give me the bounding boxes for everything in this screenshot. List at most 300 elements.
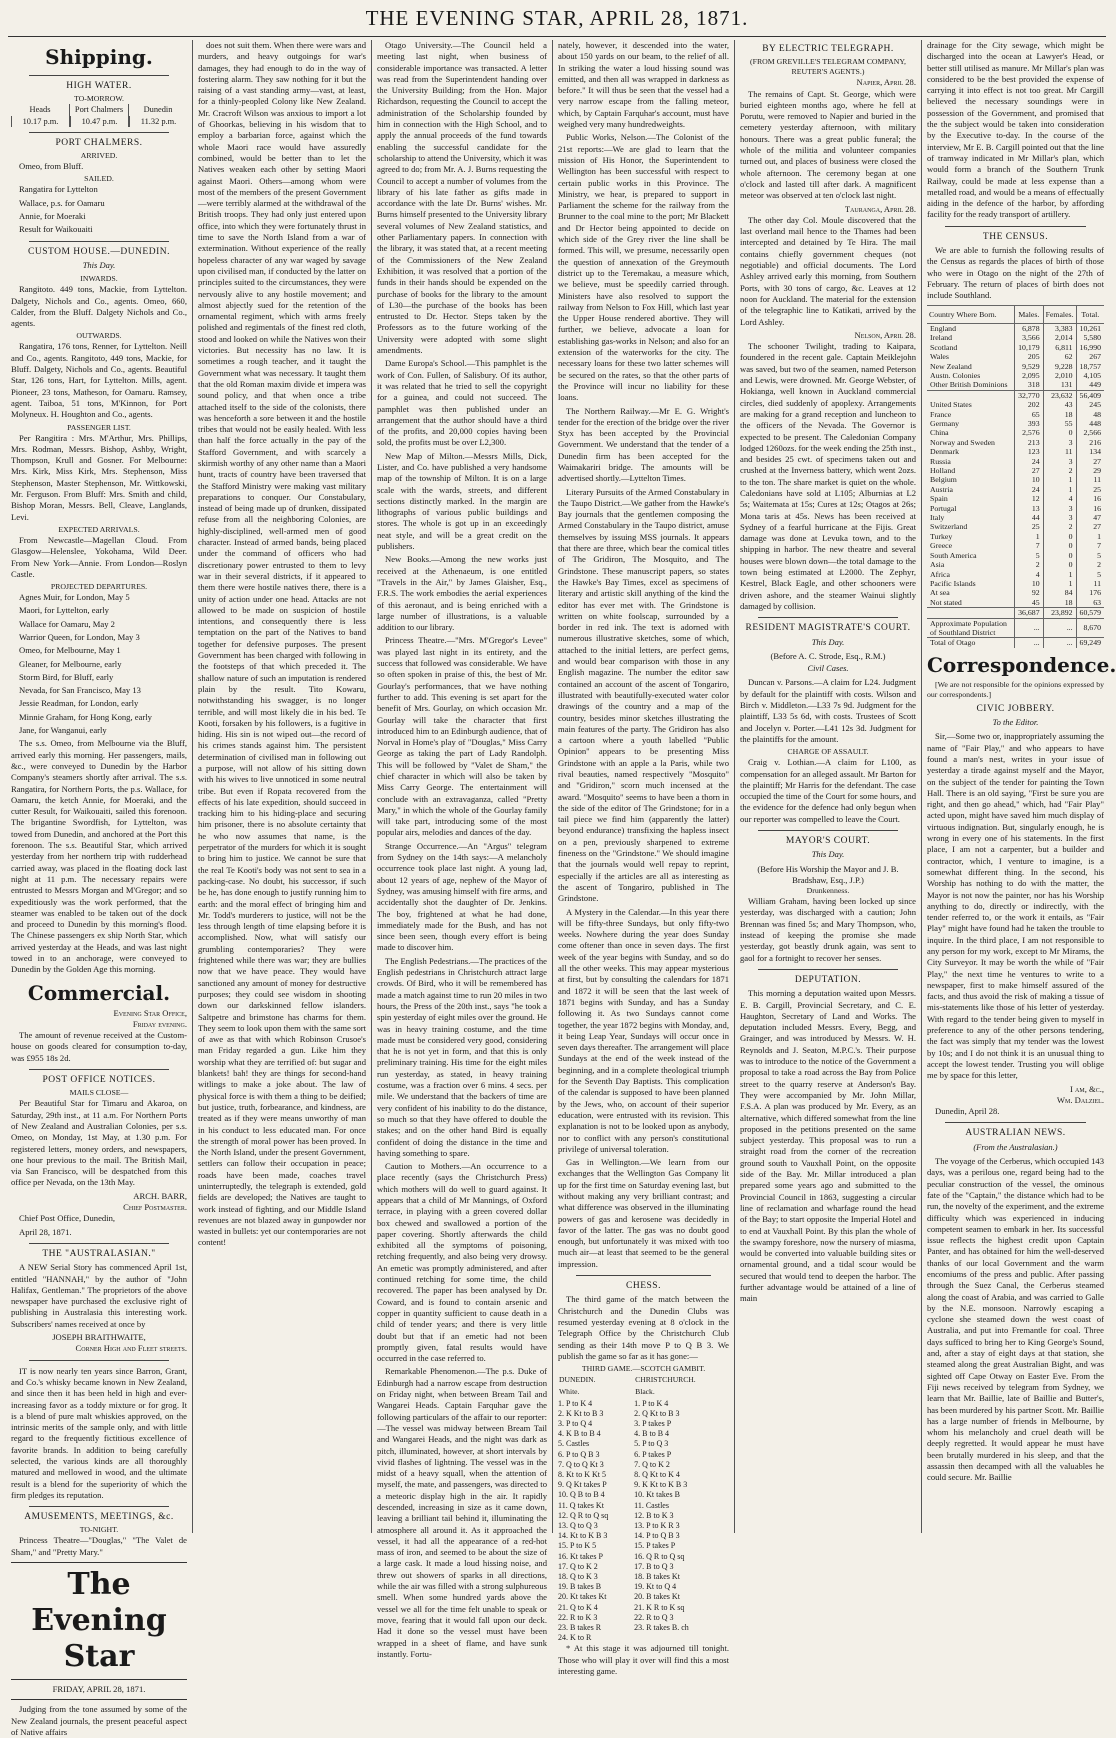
census-total: 16	[1076, 504, 1104, 513]
projected-line: Minnie Graham, for Hong Kong, early	[19, 711, 152, 722]
divider	[758, 969, 898, 970]
chess-black-move: 6. P takes P	[634, 1449, 672, 1459]
census-country: Turkey	[930, 531, 953, 541]
census-males: 24	[1015, 457, 1043, 466]
census-country: Germany	[930, 419, 960, 428]
chess-move-row	[558, 1552, 729, 1562]
census-males: 2,576	[1015, 428, 1043, 437]
census-country: Portugal	[930, 503, 957, 513]
divider	[29, 75, 169, 76]
chess-white-move: 2. K Kt to B 3	[558, 1408, 604, 1418]
civic-text: Sir,—Some two or, inappropriately assuming the name of "Fair Play," and who appears to have found a man's nest, writes in your issue of yesterday a tirade against myself and the Mayor, on the subject of the tender for painting the Town Hall. There is an old saying, "First be sure you are right, and then go ahead," which, had "Fair Play" acted upon, might have saved him much display of virtuous indignation. But, singularly enough, he is wrong in every one of his statements. In the first place, I am not a carpenter, but a builder and contractor, which, I venture to imagine, is a somewhat different thing. In the second, his Worship has nothing to do with the matter, the Mayor is not now the painter, nor has his Worship anything to do, directly or indirectly, with the tender referred to, or the work it entails, as "Fair Play" might have found had he taken the trouble to inquire. In the third place, I am not responsible to any person for my work, except to Mr Mirams, the City Surveyor. It may be worth the while of "Fair Play," the next time he ventures to write to a newspaper, first to make himself assured of the facts, and thus avoid the risk of making a tissue of mis-statements like those of his letter of yesterday. With regard to the tender being given to myself in preference to any of the other persons tendering, the fact was simply that my tender was the lowest by 10s; and I do not think it is an unusual thing to accept the lowest tender. Trusting you will oblige me by space for this letter,	[927, 731, 1104, 1081]
high-water-when: TO-MORROW.	[73, 94, 125, 104]
census-females: 18	[1043, 598, 1076, 608]
chess-move-row	[558, 1429, 729, 1439]
chess-white-club: DUNEDIN.	[559, 1375, 596, 1385]
census-total: 5,580	[1076, 333, 1104, 342]
telegraph-heading: BY ELECTRIC TELEGRAPH.	[762, 44, 894, 54]
column-6	[921, 40, 1116, 1533]
chess-black-move: 16. Q R to Q sq	[634, 1551, 685, 1561]
news-item-cont: nately, however, it descended into the water, about 150 yards on our beam, to the relief of all. In striking the water a loud hissing sound was emitted, and then all was wrapped in darkness as before." It will thus be seen that the vessel had a very narrow escape from the falling meteor, which, by Captain Farquhar's account, must have weighed very many hundredweights.	[558, 40, 729, 130]
chess-white-move: 16. Kt takes P	[558, 1551, 603, 1561]
census-total: 448	[1076, 419, 1104, 428]
census-row	[927, 362, 1104, 371]
census-females: 1	[1043, 570, 1076, 579]
census-total: 11	[1076, 579, 1104, 588]
census-total: 16	[1076, 494, 1104, 503]
census-males: 1	[1015, 532, 1043, 541]
chess-move-row	[558, 1572, 729, 1582]
mayor-before: (Before His Worship the Mayor and J. B. Bradshaw, Esq., J.P.)	[757, 863, 899, 885]
chess-black-move: 17. B to Q 3	[634, 1561, 674, 1571]
census-country: China	[930, 428, 949, 438]
chess-footnote: * At this stage it was adjourned till tonight. Those who will play it over will find this a most interesting game.	[558, 1643, 729, 1677]
census-total: 60,579	[1076, 608, 1104, 618]
census-row	[927, 608, 1104, 618]
census-total: 56,409	[1076, 390, 1104, 400]
chess-white-move: 11. Q takes Kt	[558, 1500, 604, 1510]
chess-move-row	[558, 1582, 729, 1592]
rm-court-heading: RESIDENT MAGISTRATE'S COURT.	[745, 623, 911, 634]
news-item: New Books.—Among the new works just received at the Athenaeum, is one entitled "Travels in the Air," by James Glaisher, Esq., F.R.S. The work embodies the aerial experiences of this aeronaut, and is being enriched with a large number of illustrations, is a valuable addition to our library.	[377, 554, 547, 633]
census-males: 27	[1015, 466, 1043, 475]
chess-black-move	[634, 1633, 729, 1643]
census-country: Austria	[930, 484, 953, 494]
projected-line: Warrior Queen, for London, May 3	[19, 631, 140, 642]
census-females: 3	[1043, 513, 1076, 522]
chess-white-move: 21. Q to K 4	[558, 1602, 598, 1612]
amusements-text: Princess Theatre—"Douglas," "The Valet de Sham," and "Pretty Mary."	[11, 1535, 187, 1557]
masthead: THE EVENING STAR, APRIL 28, 1871.	[365, 6, 749, 30]
deputation-text: This morning a deputation waited upon Messrs. E. B. Cargill, Provincial Secretary, and C. E. Haughton, Secretary of Land and Works. The deputation included Messrs. Every, Begg, and Grainger, and was introduced by Messrs. W. H. Reynolds and J. Seaton, M.P.C.'s. Their purpose was to introduce to the notice of the Government a proposal to take a road across the Bay from Police street to the quarry reserve at Anderson's Bay. They were accompanied by Mr. John Millar, F.S.A. A plan was produced by Mr. Every, as an alternative, which differed somewhat from the line proposed in the petitions presented on the same subject yesterday. This proposal was to run a straight road from the corner of the recreation ground south to Vauxhall Point, on the opposite side of the Bay. Mr. Millar introduced a plan prepared some years ago and submitted to the Provincial Council in 1863, suggesting a circular line of reclamation and wharfage round the head of the Bay; to start opposite the Imperial Hotel and to end at Vauxhall Point. By this plan the whole of the swampy foreshore, now the nursery of miasma, would be converted into valuable building sites or ornamental ground, and a tidal scour would be secured that would tend to deepen the harbor. The further advantage would be attained of a line of main	[740, 988, 916, 1304]
leader-text: does not suit them. When there were wars and murders, and heavy outgoings for war's damages, they had enough to do in the way of fostering alarm. They saw nothing for it but the raising of a vast standing army—vast, at least, for a thinly-peopled Colony like New Zealand. Mr. Cracroft Wilson was anxious to import a lot of Ghoorkas, believing in his wisdom that to employ a barbarian force, against which the whole Maori race would have assuredly combined, would be better than to let the Natives weaken each other by setting Maori against Maori. Others—among whom were most of the members of the present Government—were terribly alarmed at the withdrawal of the British troops. They had only just entered upon office, into which they were fortunately thrust in time to save the North Island from a war of extermination. Without experience of the really hopeless character of any war waged by savage upon civilised man, if conducted by the latter on principles suited to the circumstances, they were nervously alive to any hostile movement; and almost abjectly sued for the retention of the ornamental regiment, which with arms freely polished and regimentals of the finest red cloth, stood and looked on while the Natives won their victories. But necessity has no law. It is sometimes a rough teacher, and it taught the Government what was necessary. It taught them that the old Roman maxim divide et impera was sound policy, and that when once a tribe attached itself to the side of the colonists, there was henceforth a sore between it and the hostile tribes that would not be easily healed. With less than half the force actually in the pay of the Stafford Government, and with scarcely a skirmish worthy of any other name than a Maori hunt, tracts of country have been traversed that the Stafford Ministry were making vast military preparations to conquer. Our Constabulary, instead of being made up of drunken, dissipated refuse from all the neighboring Colonies, are highly-disciplined, well-armed men of good character. Instead of armed bands, being placed under the command of officers who had discretionary power entrusted to them to levy war in their several districts, if it appeared to them there were hostile natives there, there is a unity of action under one head. Attacks are not allowed to be made on suspicion of hostile intentions, and consequently there is less temptation on the part of the Natives to band together for defensive purposes. The present Government has been charged with following in the footsteps of that which preceded it. The shallow nature of such an imputation is rendered plain by the result. Tito Kowaru, notwithstanding his swagger, is no longer terrible, and will most likely die in his bed. Te Kooti, forsaken by his followers, is a fugitive in hiding. His sin is not wiped out—the record of his crimes stands against him. The persistent determination of civilised man in following out a purpose, will not allow of his sitting down with his wives to live unnoticed in some neutral tribe. But even if Ropata recovered from the effects of his late expedition, should succeed in tracking him to his hiding-place and securing him prisoner, there is no absolute certainty that he who now assumes that name, is the perpetrator of the murders for which it is sought to bring him to justice. We cannot be sure that the real Te Kooti's body was not sent to sea in a packing-case. No doubt, his successor, if such be he, has done enough to justify running him to earth: and the moral effect of bringing him and Mr. Todd's murderers to justice, will not be the less through length of time elapsing before it is accomplished. Now, what will satisfy our grumbling contemporaries? They were frightened while there was war; they are bullies now that we have peace. They would have sanctioned any amount of money for destructive purposes; they could see wisdom in shooting down our darkskinned fellow islanders. Saltpetre and brimstone has charms for them. They seem to look upon them with the same sort of awe as that with which Robinson Crusoe's man Friday regarded a gun. Like him they worship what they are terrified of: but sugar and blankets! bah! they are things for second-hand witlings to make a joke about. The law of physical force is with them a thing to be deified; but justice, truth, forbearance, and kindness, are treated as if they were means unworthy of man in his conduct to less educated man. For once the strength of moral power has been proved. In the North Island, under the present Government, settlers can follow their occupation in peace; roads have been made, coaches travel uninterruptedly, the telegraph is extended, gold fields are developed; the Natives are taught to work instead of fighting, and our Middle Island revenues are not blazed away in gunpowder nor wasted in bullets: yet our contemporaries are not content!	[198, 40, 366, 1248]
census-row	[927, 551, 1104, 560]
divider	[11, 1679, 187, 1680]
news-item: New Map of Milton.—Messrs Mills, Dick, Lister, and Co. have published a very handsome map of the township of Milton. It is on a large scale with the wards, streets, and different sections distinctly marked. In the margin are lithographs of various public buildings and stores. The whole is got up in an exceedingly neat style, and will be a great credit on the publishers.	[377, 450, 547, 552]
census-females: 1	[1043, 485, 1076, 494]
news-item: Public Works, Nelson.—The Colonist of the 21st reports:—We are glad to learn that the mission of His Honor, the Superintendent to Wellington has been successful with respect to certain public works in this Province. The Ministry, we hear, is prepared to support in Parliament the scheme for the railway from the Brunner to the coal mine to the port; Mr Blackett and Dr Hector being appointed to decide on which side of the Grey river the line shall be formed. This will, we presume, necessarily open the question of annexation of the Greymouth district up to the Teremakau, a measure which, we believe, must be speedily carried through. Ministers have also resolved to support the railway from Nelson to Fox Hill, which last year the Upper House rendered abortive. They will further, we believe, advocate a loan for establishing gas-works in Nelson; and also for an extension of the waterworks for the city. The necessary loans for these two latter schemes will be secured on the rates, so that the other parts of the Province will incur no liability for these loans.	[558, 132, 729, 403]
chess-black-move: 13. P to K R 3	[634, 1520, 680, 1530]
census-country: United States	[930, 400, 972, 410]
census-total: 2	[1076, 560, 1104, 569]
australasian-sign: JOSEPH BRAITHWAITE,	[52, 1332, 146, 1343]
australian-news-heading: AUSTRALIAN NEWS.	[965, 1128, 1066, 1139]
chess-black-move: 10. Kt takes B	[634, 1490, 680, 1500]
projected-line: Storm Bird, for Bluff, early	[19, 671, 114, 682]
outwards-label: OUTWARDS.	[76, 331, 122, 341]
census-males: ...	[1015, 618, 1043, 638]
divider	[945, 226, 1086, 227]
shipping-heading: Shipping.	[45, 45, 153, 69]
civic-to: To the Editor.	[992, 717, 1039, 728]
napier-text: The remains of Capt. St. George, which were buried eighteen months ago, where he fell at Porutu, were removed to Napier and buried in the cemetery yesterday afternoon, with military honours. There was a great public funeral; the whole of the militia and volunteer companies turned out, and places of business were closed the whole afternoon. The ceremony began at one o'clock and lasted till after dark. A magnificent meteor was observed at ten o'clock last night.	[740, 88, 916, 201]
census-males: 24	[1015, 485, 1043, 494]
census-females: 0	[1043, 532, 1076, 541]
census-country: At sea	[930, 588, 950, 598]
census-total: 1	[1076, 532, 1104, 541]
assault-text: Craig v. Lothian.—A claim for L100, as compensation for an alleged assault. Mr Barton for the plaintiff; Mr Harris for the defendant. The case occupied the time of the Court for some hours, and the evidence for the defence had only begun when our reporter was compelled to leave the Court.	[740, 757, 916, 824]
census-heading: THE CENSUS.	[982, 231, 1049, 242]
projected-line: Maori, for Lyttelton, early	[19, 605, 109, 616]
chess-white-move: 8. Kt to K Kt 5	[558, 1469, 606, 1479]
chess-heading: CHESS.	[626, 1281, 661, 1292]
chess-move-row	[558, 1531, 729, 1541]
po-place: Chief Post Office, Dunedin,	[19, 1213, 116, 1224]
news-item: Otago University.—The Council held a meeting last night, when business of considerable importance was transacted. A letter was read from the Superintendent handing over the University Building; from the Hon. Major Richardson, requesting the Council to accept the administration of the Scholarship founded by him in connection with the High School, and to apply the annual proceeds of the fund towards enabling the successful candidate for the scholarship to attend the University, which it was agreed to do; from Mr. A. J. Burns requesting the Council to accept a number of volumes from the library of his late father as gifts made in accordance with the late Dr. Burns' wishes. Mr. Burns himself presented to the University library several volumes of New Zealand statistics, and other Parliamentary papers. In connection with the library, it was stated that, at a recent meeting of the Commissioners of the New Zealand Exhibition, it was resolved that a portion of the funds in their hands should be expended on the purchase of books for the library to the amount of L30—the purchase of the books has been entrusted to Dr. Hector. Steps taken by the Professors as to the future working of the University were adopted with some slight amendments.	[377, 40, 547, 356]
commercial-text: The amount of revenue received at the Custom-house on goods cleared for consumption to-day, was £955 18s 2d.	[11, 1030, 187, 1063]
census-country: Asia	[930, 560, 945, 570]
divider	[576, 1275, 711, 1276]
news-item: The Northern Railway.—Mr E. G. Wright's tender for the erection of the bridge over the river Styx has been accepted by the Provincial Government. We understand that the tender of a Dunedin firm has been accepted for the Waimakariri bridge. The amounts will be advertised shortly.—Lyttelton Times.	[558, 405, 729, 484]
news-item: Gas in Wellington.—We learn from our exchanges that the Wellington Gas Company lit up for the first time on Saturday evening last, but without making any very brilliant contrast; and what difference was observed in the illuminating powers of gas and kerosene was decidedly in favor of the latter. The gas was no doubt good enough, but unfortunately it was mixed with too much air—at least that seemed to be the general impression.	[558, 1157, 729, 1269]
census-col-total: Total.	[1076, 305, 1104, 323]
census-females: 4	[1043, 494, 1076, 503]
census-total: 16,990	[1076, 343, 1104, 352]
leader-start: Judging from the tone assumed by some of the New Zealand journals, the present peaceful aspect of Native affairs	[11, 1704, 187, 1737]
census-total: 245	[1076, 400, 1104, 409]
census-females: 2,010	[1043, 371, 1076, 380]
census-males: 36,687	[1015, 608, 1043, 618]
census-females: 6,811	[1043, 343, 1076, 352]
census-total: 27	[1076, 457, 1104, 466]
census-row	[927, 457, 1104, 466]
correspondence-heading: Correspondence.	[927, 652, 1116, 677]
census-females: 1	[1043, 475, 1076, 484]
census-total: 267	[1076, 352, 1104, 361]
chess-game-title: THIRD GAME.—SCOTCH GAMBIT.	[581, 1364, 706, 1374]
census-country: Italy	[930, 513, 945, 523]
census-males: 2,095	[1015, 371, 1043, 380]
census-males: 4	[1015, 570, 1043, 579]
projected-line: Gleaner, for Melbourne, early	[19, 658, 122, 669]
census-row	[927, 494, 1104, 503]
chess-black-label: Black.	[635, 1387, 655, 1397]
australasian-heading: THE "AUSTRALASIAN."	[42, 1248, 156, 1259]
census-row	[927, 390, 1104, 400]
column-5	[734, 40, 921, 1533]
census-females: 1	[1043, 579, 1076, 588]
census-row	[927, 532, 1104, 541]
census-males: 123	[1015, 447, 1043, 456]
census-country: Wales	[930, 352, 949, 362]
census-country: Denmark	[930, 447, 960, 457]
po-date: April 28, 1871.	[19, 1226, 72, 1237]
census-females: 43	[1043, 400, 1076, 409]
rm-before: (Before A. C. Strode, Esq., R.M.)	[770, 650, 886, 661]
census-total: 5	[1076, 551, 1104, 560]
napier-dateline: Napier, April 28.	[856, 77, 916, 88]
census-males: 12	[1015, 494, 1043, 503]
post-text: Per Beautiful Star for Timaru and Akaroa, on Saturday, 29th inst., at 11 a.m. For Northern Ports of New Zealand and Australian Colonies, per s.s. Omeo, on Monday, 1st May, at 1.30 p.m. For registered letters, money orders, and newspapers, one hour previous to the mail. The British Mail, via San Francisco, will be despatched from this office per Nevada, on the 13th May.	[11, 1098, 187, 1188]
australasian-text: A NEW Serial Story has commenced April 1st, entitled "HANNAH," by the author of "John Halifax, Gentleman." The proprietors of the above newspaper have purchased the exclusive right of publishing in Australasia this interesting work. Subscribers' names received at once by	[11, 1262, 187, 1329]
census-females: 2	[1043, 466, 1076, 475]
chess-black-move: 14. P to Q B 3	[634, 1531, 680, 1541]
chess-move-row	[558, 1460, 729, 1470]
census-females: ...	[1043, 618, 1076, 638]
mayor-court-heading: MAYOR'S COURT.	[785, 836, 871, 846]
commercial-date: Friday evening.	[132, 1018, 187, 1029]
arrived-label: ARRIVED.	[80, 151, 118, 161]
chess-move-row	[558, 1613, 729, 1623]
divider	[29, 1069, 169, 1070]
census-males: 45	[1015, 598, 1043, 608]
census-row	[927, 579, 1104, 588]
column-1	[6, 40, 192, 1737]
chess-move-row	[558, 1470, 729, 1480]
census-total: 10,261	[1076, 323, 1104, 333]
census-country: England	[930, 323, 956, 333]
census-row	[927, 323, 1104, 333]
census-row	[927, 380, 1104, 390]
census-males: 92	[1015, 588, 1043, 597]
census-row	[927, 343, 1104, 352]
census-males: 9,529	[1015, 362, 1043, 371]
paper-title: The Evening Star	[31, 1567, 167, 1675]
census-country	[927, 390, 1015, 400]
census-total: 47	[1076, 513, 1104, 522]
census-row	[927, 541, 1104, 550]
column-3	[371, 40, 552, 1659]
post-office-heading: POST OFFICE NOTICES.	[42, 1075, 156, 1086]
chess-move-row	[558, 1603, 729, 1613]
census-row	[927, 428, 1104, 437]
census-country: Total of Otago	[927, 638, 1015, 648]
census-females: 11	[1043, 447, 1076, 456]
chess-move-row	[558, 1480, 729, 1490]
passenger-list-label: PASSENGER LIST.	[67, 422, 131, 432]
projected-line: Nevada, for San Francisco, May 13	[19, 685, 141, 696]
census-females: 3	[1043, 457, 1076, 466]
census-males: 25	[1015, 522, 1043, 531]
census-males: 10,179	[1015, 343, 1043, 352]
census-col-males: Males.	[1015, 305, 1043, 323]
census-total: 176	[1076, 588, 1104, 597]
telegraph-source: (FROM GREVILLE'S TELEGRAM COMPANY, REUTER'S AGENTS.)	[750, 57, 906, 77]
census-country: Norway and Sweden	[930, 437, 995, 447]
chess-white-move: 23. B takes R	[558, 1623, 602, 1633]
census-females: 3,383	[1043, 323, 1076, 333]
census-females: 18	[1043, 410, 1076, 419]
tonight-label: TO-NIGHT.	[79, 1525, 119, 1535]
census-total: 25	[1076, 485, 1104, 494]
expected-label: EXPECTED ARRIVALS.	[58, 524, 140, 534]
chess-black-move: 15. P takes P	[634, 1541, 676, 1551]
custom-house-heading: CUSTOM HOUSE.—DUNEDIN.	[28, 246, 170, 257]
whisky-ad: IT is now nearly ten years since Barron, Grant, and Co.'s whisky became known in New Zealand, and since then it has been held in high and ever-increasing favor as a toddy mixture or for grog. It is a blend of pure malt whiskies approved, on the intrinsic merits of the sample only, and with little regard to the frequently fictitious excellence of favorite brands. In addition to being carefully selected, the various kinds are all thoroughly matured and mellowed in wood, and the ultimate result is a blend for the superiority of which the firm pledges its reputation.	[11, 1365, 187, 1500]
news-item: Caution to Mothers.—An occurrence to a place recently (says the Christchurch Press) which mothers will do well to guard against. It appears that a child of Mr Mannings, of Oxford terrace, in playing with a green covered dollar box chewed and swallowed a portion of the paper covering. Shortly afterwards the child exhibited all the symptoms of poisoning, retching frequently, and also being very drowsy. An emetic was promptly administered, and after continued retching for some time, the child recovered. The paper has been analysed by Dr. Coward, and is found to contain arsenic and copper in quantity sufficient to cause death in a child of tender years; and there is very little doubt but that if an emetic had not been promptly given, fatal results would have occurred in the case referred to.	[377, 1161, 547, 1364]
census-females: 2	[1043, 522, 1076, 531]
census-females: 0	[1043, 428, 1076, 437]
census-country: Pacific Islands	[930, 578, 976, 588]
civil-cases-label: Civil Cases.	[807, 663, 849, 674]
census-country: Not stated	[930, 597, 962, 607]
census-total: 11	[1076, 475, 1104, 484]
census-row	[927, 419, 1104, 428]
chess-black-move: 12. B to K 3	[634, 1510, 674, 1520]
chess-move-row	[558, 1490, 729, 1500]
census-country: Scotland	[930, 342, 958, 352]
news-item: Remarkable Phenomenon.—The p.s. Duke of Edinburgh had a narrow escape from destruction on Friday night, when between Bream Tail and Wangarei Heads. Captain Farquhar gave the following particulars of the affair to our reporter:—The vessel was midway between Bream Tail and Wangarei Heads, and the night was dark as pitch, illuminated, however, at short intervals by vivid flashes of lightning. The vessel was in the midst of a heavy squall, when the attention of myself, the mate, and passengers, was directed to a meteoric display high in the air. It rapidly descended, increasing in size as it came down, leaving a brilliant tail behind it, illuminating the atmosphere all around it. As it approached the vessel, it had all the appearance of a red-hot mass of iron, and seemed to be about the size of a large cask. It made a loud hissing noise, and threw out showers of sparks in all directions, while the air was filled with a strong sulphureous smell. When some hundred yards above the vessel we all for the time felt unable to speak or move, fearing that it would fall upon our deck. Had it done so the vessel must have been wrapped in a sheet of flame, and have sunk instantly. Fortu-	[377, 1366, 547, 1659]
inwards-text: Rangitoto. 449 tons, Mackie, from Lyttelton. Dalgety, Nichols and Co., agents. Omeo, 660, Calder, from the Bluff. Dalgety Nichols and Co., agents.	[11, 284, 187, 329]
sailed-line: Result for Waikouaiti	[19, 224, 93, 235]
amusements-heading: AMUSEMENTS, MEETINGS, &c.	[24, 1512, 174, 1523]
census-males: 3,566	[1015, 333, 1043, 342]
chess-white-move: 22. R to K 3	[558, 1612, 598, 1622]
census-country: Russia	[930, 456, 951, 466]
chess-white-move: 7. Q to Q Kt 3	[558, 1459, 604, 1469]
census-males: 10	[1015, 475, 1043, 484]
nelson-dateline: Nelson, April 28.	[854, 329, 916, 340]
projected-line: Omeo, for Melbourne, May 1	[19, 645, 121, 656]
sailed-line: Rangatira for Lyttelton	[19, 184, 98, 195]
news-item: Princess Theatre.—"Mrs. M'Gregor's Levee" was played last night in its entirety, and the success that followed was considerable. We have so often spoken in praise of this, the best of Mr. Gourlay's performances, that we have nothing further to add. This evening is set apart for the benefit of Mrs. Gourlay, on which occasion Mr. Gourlay will take the character that first introduced him to an Edinburgh audience, that of Norval in Home's play of "Douglas," Miss Carry George as taking the part of Lady Randolph. This will be followed by "Valet de Sham," the chief character in which will also be taken by Miss Carry George. The entertainment will conclude with an extravaganza, called "Pretty Mary," in which the whole of the Gourlay family will take part, introducing some of the most popular airs, melodies and dances of the day.	[377, 635, 547, 838]
census-country: Spain	[930, 494, 948, 504]
census-total: 18,757	[1076, 362, 1104, 371]
census-total: 216	[1076, 438, 1104, 447]
news-item: Strange Occurrence.—An "Argus" telegram from Sydney on the 14th says:—A melancholy occurrence took place last night. A young lad, about 12 years of age, nephew of the Mayor of Sydney, was amusing himself with fire arms, and accidentally shot the daughter of Dr. Jenkins. The boy, frightened at what he had done, immediately made for the Bush, and has not since been seen, though every effort is being made to discover him.	[377, 840, 547, 953]
chess-black-move: 1. P to K 4	[634, 1398, 669, 1408]
chess-move-row	[558, 1541, 729, 1551]
paper-date: FRIDAY, APRIL 28, 1871.	[52, 1684, 146, 1695]
chess-black-move: 8. Q Kt to K 4	[634, 1469, 680, 1479]
sailed-label: SAILED.	[84, 174, 114, 184]
australian-news-text: The voyage of the Cerberus, which occupied 143 days, was a perilous one, regard being had to the peculiar construction of the vessel, the ominous fate of the "Captain," the distance which had to be run, the novelty of the experiment, and the extreme difficulty which was experienced in inducing competent seamen to embark in her. Its successful issue reflects the highest credit upon Captain Panter, and has obtained for him the well-deserved thanks of our local Government and the warm encomiums of the press and public. After passing through the Suez Canal, the Cerberus steamed along the coast of Arabia, and was carried to Galle by the N.E. monsoon. Narrowly escaping a cyclone she steamed down the west coast of Australia, and put into Fremantle for coal. Three days sufficed to bring her to King George's Sound, and, after a stay of eight days at that station, she steamed along the great Australian Bight, and was sighted off Cape Otway on Easter Eve. From the Fiji news received by telegram from Sydney, we learn that Mr. Baillie, late of Baillie and Butter's, has been murdered by his partner Scott. Mr. Baillie has a large number of friends in Melbourne, by whom his melancholy and cruel death will be deeply regretted. It would appear he must have been brutally murdered in his sleep, and that the assassin then decamped with all the valuables he could secure. Mr. Baillie	[927, 1156, 1104, 1483]
column-2	[192, 40, 371, 1533]
news-item: The English Pedestrians.—The practices of the English pedestrians in Christchurch attract large crowds. Of Bird, who it will be remembered has made a match against time to run 20 miles in two hours, the Press of the 20th inst., says "he took a spin yesterday of eight miles over the ground. He was in heavy training costume, and the time made must be considered very good, considering that he is not yet in form, and that this is only preliminary training. His time for the eight miles run yesterday, as stated, in heavy training costume, was a fraction over 6 mins. 4 secs. per mile. We understand that the backers of time are very confident of his inability to do the distance, so much so that they have offered to double the stakes; and on the other hand Bird is equally confident of doing the distance in the time and having something to spare.	[377, 955, 547, 1158]
census-country: Austn. Colonies	[930, 370, 981, 380]
projected-line: Wallace for Oamaru, May 2	[19, 618, 115, 629]
census-total: 48	[1076, 410, 1104, 419]
chess-move-row	[558, 1592, 729, 1602]
census-row	[927, 475, 1104, 484]
census-row	[927, 522, 1104, 531]
census-females: 131	[1043, 380, 1076, 390]
census-row	[927, 513, 1104, 522]
civic-sign2: Wm. Dalziel.	[1056, 1094, 1104, 1105]
chess-white-move: 10. Q B to B 4	[558, 1490, 605, 1500]
census-country	[927, 608, 1015, 618]
divider	[945, 1122, 1086, 1123]
chess-white-label: White.	[559, 1387, 580, 1397]
shipping-news: The s.s. Omeo, from Melbourne via the Bluff, arrived early this morning. Her passengers, mails, &c., were conveyed to Dunedin by the Harbor Company's steamers shortly after arrival. The s.s. Rangatira, for Northern Ports, the p.s. Wallace, for Oamaru, the ketch Annie, for Moeraki, and the cutter Result, for Waikouaiti, sailed this forenoon. The brigantine Swordfish, for Lyttelton, was towed from Dunedin, and anchored at the Port this forenoon. The s.s. Beautiful Star, which arrived yesterday from her northern trip with rudderhead carried away, was placed in the floating dock last night at 11 p.m. The necessary repairs were entrusted to Messrs Morgan and M'Gregor; and so expeditiously was the work performed, that the steamer was enabled to be taken out of the dock and proceed to Dunedin by this morning's flood. The Chinese passengers ex ship North Star, which arrived yesterday at the Heads, and was last night towed in to an anchorage, were conveyed to Dunedin by the Golden Age this morning.	[11, 738, 187, 975]
census-country: Africa	[930, 569, 950, 579]
census-row	[927, 447, 1104, 456]
census-row	[927, 485, 1104, 494]
chess-black-move: 22. R to Q 3	[634, 1612, 674, 1622]
census-total: 8,670	[1076, 618, 1104, 638]
divider	[758, 830, 898, 831]
expected-text: From Newcastle—Magellan Cloud. From Glasgow—Helenslee, Yokohama, Wild Deer. From New York—Annie. From London—Roslyn Castle.	[11, 534, 187, 579]
projected-line: Agnes Muir, for London, May 5	[19, 592, 130, 603]
chess-white-move: 4. K B to B 4	[558, 1429, 601, 1439]
census-total: 4,105	[1076, 371, 1104, 380]
census-females: 23,632	[1043, 390, 1076, 400]
chess-white-move: 17. Q to K 2	[558, 1561, 598, 1571]
census-total: 29	[1076, 466, 1104, 475]
chess-white-move: 3. P to Q 4	[558, 1418, 593, 1428]
chess-move-row	[558, 1409, 729, 1419]
deputation-cont: drainage for the City sewage, which might be discharged into the ocean at Lawyer's Head, or better still utilised as manure. Mr Millar's plan was considered to be the best provided the expense of carrying it into effect is not too great. Mr Cargill believed the necessary soundings were in possession of the Government, and promised that the the subject would be taken into consideration by the Executive to-day. In the course of the interview, Mr E. B. Cargill pointed out that the line of tramway indicated in Mr Millar's plan, which would form a branch of the Southern Trunk Railway, could be made at less expense than a metalled road, and would be a means of effectually aiding in the defence of the harbor, by affording facility for the ready transport of artillery.	[927, 40, 1104, 220]
australian-news-source: (From the Australasian.)	[973, 1141, 1058, 1152]
projected-line: Jane, for Wanganui, early	[19, 725, 107, 736]
census-females: 0	[1043, 541, 1076, 550]
census-row	[927, 598, 1104, 608]
australasian-addr: Corner High and Fleet streets.	[75, 1343, 187, 1354]
port-chalmers-heading: PORT CHALMERS.	[55, 137, 143, 148]
census-country: France	[930, 409, 952, 419]
column-4	[552, 40, 734, 1677]
chess-black-club: CHRISTCHURCH.	[635, 1375, 696, 1385]
census-males: 13	[1015, 504, 1043, 513]
census-country: Approximate Population of Southland District	[927, 618, 1015, 638]
chess-black-move: 11. Castles	[634, 1500, 669, 1510]
hw-heads: Heads 10.17 p.m.	[11, 104, 69, 127]
drunkenness-label: Drunkenness.	[806, 886, 850, 896]
census-males: 5	[1015, 551, 1043, 560]
census-row	[927, 504, 1104, 513]
divider	[29, 1360, 169, 1361]
sailed-line: Annie, for Moeraki	[19, 211, 86, 222]
correspondence-note: [We are not responsible for the opinions expressed by our correspondents.]	[927, 679, 1104, 699]
chess-move-row	[558, 1450, 729, 1460]
commercial-heading: Commercial.	[27, 980, 171, 1005]
arrived-text: Omeo, from Bluff.	[19, 161, 84, 172]
census-males: 2	[1015, 560, 1043, 569]
tauranga-text: The other day Col. Moule discovered that the last overland mail hence to the Thames had been intercepted and detained by Te Hira. The mail contains chiefly government cheques (not negotiable) and official documents. The Lord Ashley arrived early this morning, from Southern Ports, with 30 tons of cargo, &c. Leaves at 12 noon for Auckland. The material for the extension of the telegraphic line to Katikati, arrived by the Lord Ashley.	[740, 214, 916, 327]
this-day: This Day.	[82, 259, 116, 270]
census-total: 449	[1076, 380, 1104, 390]
census-table	[927, 305, 1104, 648]
census-row	[927, 438, 1104, 447]
census-row	[927, 410, 1104, 419]
census-males: 65	[1015, 410, 1043, 419]
census-males: 44	[1015, 513, 1043, 522]
census-country: Other British Dominions	[930, 380, 1008, 390]
high-water-heading: HIGH WATER.	[66, 81, 132, 91]
chess-white-move: 5. Castles	[558, 1439, 590, 1449]
census-row	[927, 638, 1104, 648]
census-total: 7	[1076, 541, 1104, 550]
census-col-country: Country Where Born.	[927, 305, 1015, 323]
chess-move-row	[558, 1501, 729, 1511]
census-row	[927, 352, 1104, 361]
mayor-day: This Day.	[811, 849, 845, 860]
tauranga-dateline: Tauranga, April 28.	[844, 203, 916, 214]
divider	[29, 1243, 169, 1244]
divider	[11, 1562, 187, 1563]
divider	[29, 132, 169, 133]
census-females: 23,892	[1043, 608, 1076, 618]
census-males: 318	[1015, 380, 1043, 390]
divider	[29, 1506, 169, 1507]
chess-intro: The third game of the match between the Christchurch and the Dunedin Clubs was resumed yesterday evening at 8 o'clock in the Telegraph Office by the Christchurch Club sending as their 14th move P to Q B 3. We publish the game so far as it has gone:—	[558, 1294, 729, 1361]
census-males: 10	[1015, 579, 1043, 588]
census-col-females: Females.	[1043, 305, 1076, 323]
projected-label: PROJECTED DEPARTURES.	[50, 582, 148, 592]
chess-white-move: 1. P to K 4	[558, 1398, 593, 1408]
census-country: Belgium	[930, 475, 957, 485]
divider	[11, 1699, 187, 1700]
census-males: 32,770	[1015, 390, 1043, 400]
masthead-rule	[8, 36, 1106, 37]
census-females: 0	[1043, 551, 1076, 560]
census-males: 213	[1015, 438, 1043, 447]
chess-black-move: 7. Q to K 2	[634, 1459, 670, 1469]
census-females: 84	[1043, 588, 1076, 597]
inwards-label: INWARDS.	[80, 274, 118, 284]
chess-move-row	[558, 1562, 729, 1572]
chess-move-row	[558, 1399, 729, 1409]
